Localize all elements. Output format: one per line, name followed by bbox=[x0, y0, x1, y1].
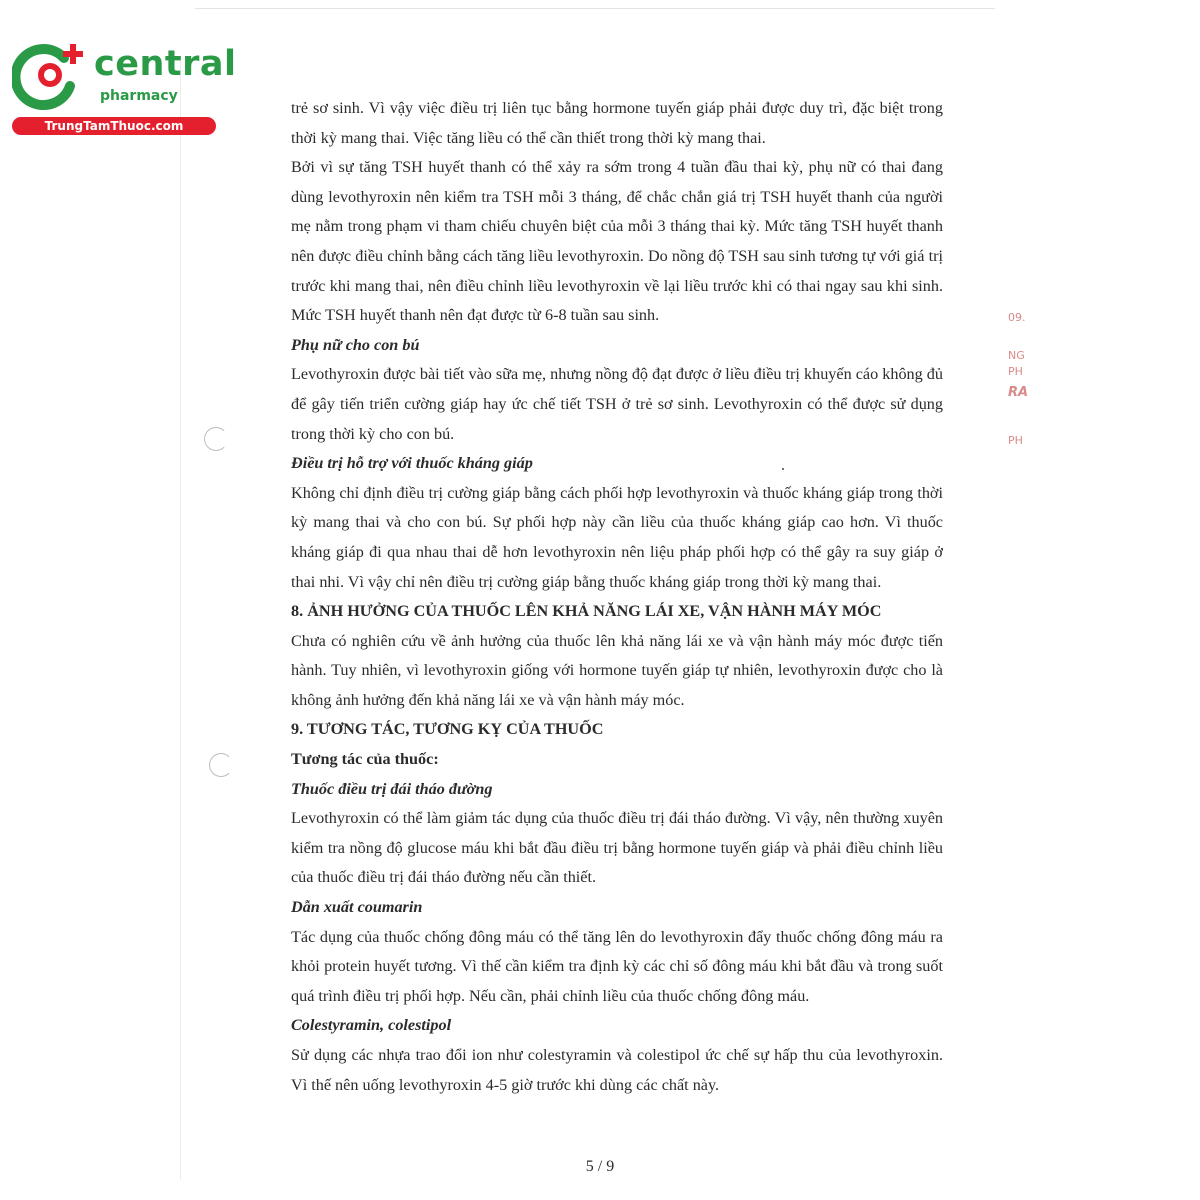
punch-hole bbox=[209, 753, 233, 777]
document-body bbox=[291, 94, 943, 1100]
section-heading: 8. ẢNH HƯỞNG CỦA THUỐC LÊN KHẢ NĂNG LÁI XE, VẬN HÀNH MÁY MÓC bbox=[291, 602, 882, 621]
body-paragraph: Chưa có nghiên cứu về ảnh hưởng của thuốc lên khả năng lái xe và vận hành máy móc được tiến hành. Tuy nhiên, vì levothyroxin giống với hormone tuyến giáp tự nhiên, levothyroxin được cho là không ảnh hưởng đến khả năng lái xe và vận hành máy móc. bbox=[291, 631, 943, 709]
stamp-fragment: PH bbox=[1008, 434, 1023, 447]
body-paragraph: Không chỉ định điều trị cường giáp bằng cách phối hợp levothyroxin và thuốc kháng giáp trong thời kỳ mang thai và cho con bú. Sự phối hợp này cần liều của thuốc kháng giáp cao hơn. Vì thuốc kháng giáp đi qua nhau thai dễ hơn levothyroxin nên liệu pháp phối hợp có thể gây ra suy giáp ở thai nhi. Vì vậy chỉ nên điều trị cường giáp bằng thuốc kháng giáp trong thời kỳ mang thai. bbox=[291, 483, 943, 591]
body-paragraph: Sử dụng các nhựa trao đổi ion như colestyramin và colestipol ức chế sự hấp thu của levothyroxin. Vì thế nên uống levothyroxin 4-5 giờ trước khi dùng các chất này. bbox=[291, 1046, 943, 1094]
logo-name: central bbox=[94, 44, 237, 84]
section-subheading: Điều trị hỗ trợ với thuốc kháng giáp bbox=[291, 454, 533, 473]
central-pharmacy-logo-icon bbox=[12, 40, 90, 112]
scan-edge bbox=[180, 60, 181, 1180]
body-paragraph: Bởi vì sự tăng TSH huyết thanh có thể xảy ra sớm trong 4 tuần đầu thai kỳ, phụ nữ có thai đang dùng levothyroxin nên kiểm tra TSH mỗi 3 tháng, để chắc chắn giá trị TSH huyết thanh của người mẹ nằm trong phạm vi tham chiếu chuyên biệt của mỗi 3 tháng thai kỳ. Mức tăng TSH huyết thanh nên được điều chỉnh bằng cách tăng liều levothyroxin. Do nồng độ TSH sau sinh tương tự với giá trị trước khi mang thai, nên điều chỉnh liều levothyroxin về lại liều trước khi có thai ngay sau khi sinh. Mức TSH huyết thanh nên đạt được từ 6-8 tuần sau sinh. bbox=[291, 158, 943, 325]
section-subheading: Phụ nữ cho con bú bbox=[291, 335, 420, 354]
body-paragraph: Levothyroxin có thể làm giảm tác dụng của thuốc điều trị đái tháo đường. Vì vậy, nên thường xuyên kiểm tra nồng độ glucose máu khi bắt đầu điều trị bằng hormone tuyến giáp và phải điều chỉnh liều của thuốc điều trị đái tháo đường nếu cần thiết. bbox=[291, 809, 943, 887]
logo-url: TrungTamThuoc.com bbox=[12, 117, 216, 135]
section-heading: 9. TƯƠNG TÁC, TƯƠNG KỴ CỦA THUỐC bbox=[291, 720, 604, 739]
punch-hole bbox=[204, 427, 228, 451]
body-paragraph: trẻ sơ sinh. Vì vậy việc điều trị liên tục bằng hormone tuyến giáp phải được duy trì, đặc biệt trong thời kỳ mang thai. Việc tăng liều có thể cần thiết trong thời kỳ mang thai. bbox=[291, 99, 943, 147]
stamp-fragment: RA bbox=[1008, 385, 1029, 400]
page-number: 5 / 9 bbox=[585, 1158, 615, 1175]
stamp-fragment: NG bbox=[1008, 349, 1025, 362]
body-paragraph: Tác dụng của thuốc chống đông máu có thể tăng lên do levothyroxin đẩy thuốc chống đông máu ra khỏi protein huyết tương. Vì thế cần kiểm tra định kỳ các chỉ số đông máu khi bắt đầu và trong suốt quá trình điều trị phối hợp. Nếu cần, phải chỉnh liều của thuốc chống đông máu. bbox=[291, 927, 943, 1005]
scan-edge bbox=[195, 8, 995, 9]
section-heading: Tương tác của thuốc: bbox=[291, 750, 439, 769]
section-subheading: Dẫn xuất coumarin bbox=[291, 898, 423, 917]
section-subheading: Colestyramin, colestipol bbox=[291, 1016, 452, 1035]
section-subheading: Thuốc điều trị đái tháo đường bbox=[291, 779, 493, 798]
logo-subtitle: pharmacy bbox=[100, 88, 178, 104]
body-paragraph: Levothyroxin được bài tiết vào sữa mẹ, nhưng nồng độ đạt được ở liều điều trị khuyến cáo không đủ để gây tiến triển cường giáp hay ức chế tiết TSH ở trẻ sơ sinh. Levothyroxin có thể được sử dụng trong thời kỳ cho con bú. bbox=[291, 365, 943, 443]
brand-logo[interactable] bbox=[8, 38, 237, 138]
stamp-fragment: 09. bbox=[1008, 311, 1026, 324]
stamp-fragment: PH bbox=[1008, 365, 1023, 378]
